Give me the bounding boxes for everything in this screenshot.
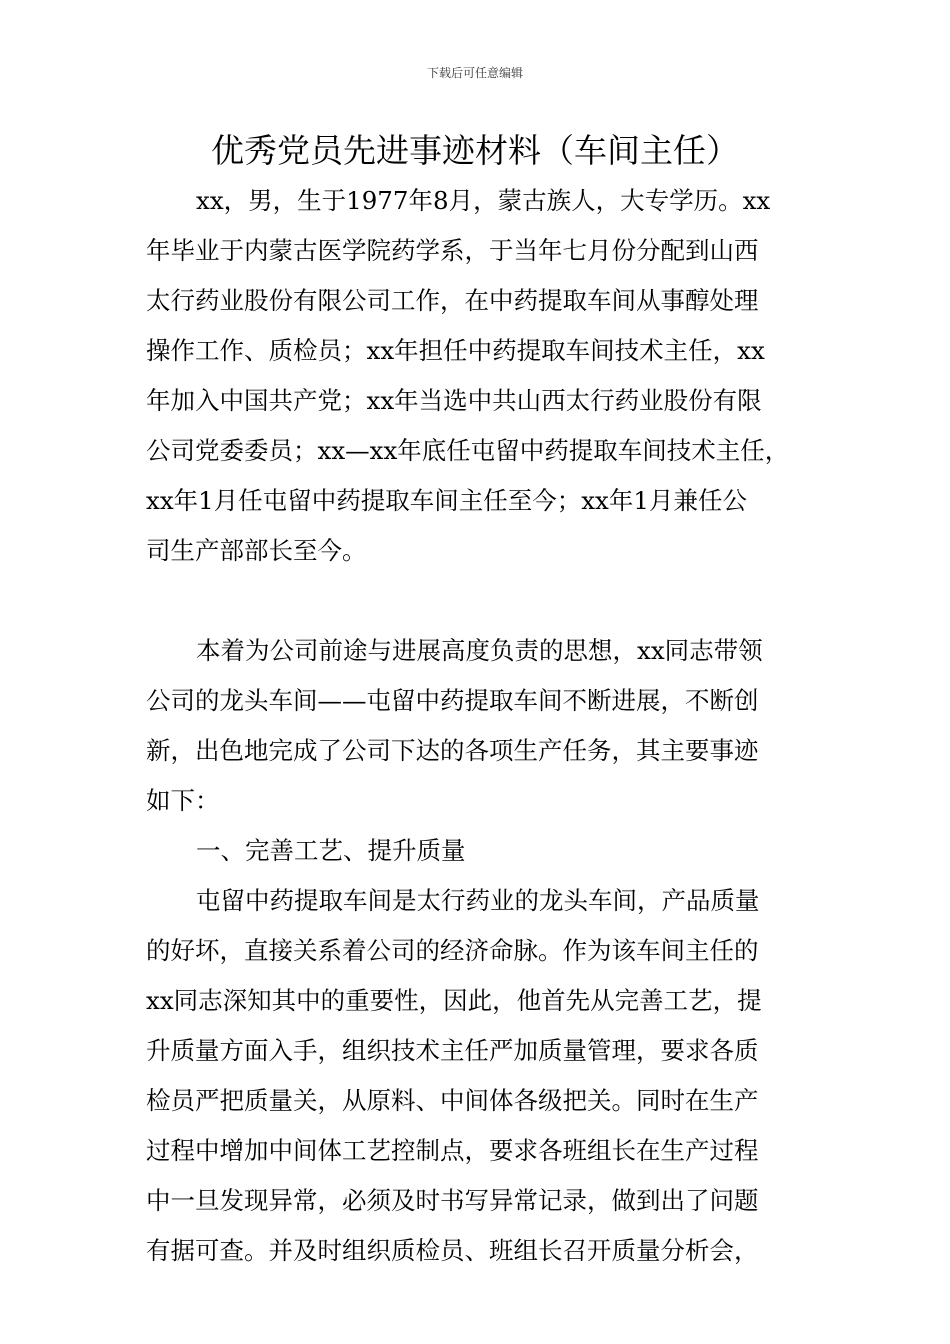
text-line: xx同志深知其中的重要性，因此，他首先从完善工艺，提 <box>146 986 762 1015</box>
text-line: 中一旦发现异常，必须及时书写异常记录，做到出了问题 <box>146 1186 759 1215</box>
text-line: xx，男，生于1977年8月，蒙古族人，大专学历。xx <box>196 186 771 215</box>
text-line: 过程中增加中间体工艺控制点，要求各班组长在生产过程 <box>146 1136 759 1165</box>
document-title: 优秀党员先进事迹材料（车间主任） <box>211 131 739 170</box>
text-line: 的好坏，直接关系着公司的经济命脉。作为该车间主任的 <box>146 936 759 965</box>
text-line: 升质量方面入手，组织技术主任严加质量管理，要求各质 <box>146 1036 759 1065</box>
text-line: xx年1月任屯留中药提取车间主任至今；xx年1月兼任公 <box>146 486 747 515</box>
text-line: 司生产部部长至今。 <box>146 536 367 565</box>
text-line: 新，出色地完成了公司下达的各项生产任务，其主要事迹 <box>146 736 759 765</box>
text-line: 公司党委委员；xx—xx年底任屯留中药提取车间技术主任， <box>146 436 790 465</box>
text-line: 如下： <box>146 786 220 815</box>
text-line: 年加入中国共产党；xx年当选中共山西太行药业股份有限 <box>146 386 762 415</box>
header-note: 下载后可任意编辑 <box>426 66 523 80</box>
document-body <box>146 176 826 1276</box>
paragraph <box>146 876 826 1276</box>
paragraph-spacer <box>146 576 826 626</box>
text-line: 公司的龙头车间——屯留中药提取车间不断进展，不断创 <box>146 686 759 715</box>
paragraph <box>146 626 826 826</box>
text-line: 年毕业于内蒙古医学院药学系，于当年七月份分配到山西 <box>146 236 759 265</box>
text-line: 本着为公司前途与进展高度负责的思想，xx同志带领 <box>196 636 763 665</box>
text-line: 屯留中药提取车间是太行药业的龙头车间，产品质量 <box>196 886 760 915</box>
text-line: 有据可查。并及时组织质检员、班组长召开质量分析会， <box>146 1236 759 1265</box>
text-line: 检员严把质量关，从原料、中间体各级把关。同时在生产 <box>146 1086 759 1115</box>
text-line: 操作工作、质检员；xx年担任中药提取车间技术主任，xx <box>146 336 765 365</box>
section-heading-text: 一、完善工艺、提升质量 <box>196 836 466 865</box>
section-heading <box>146 826 826 876</box>
paragraph <box>146 176 826 576</box>
text-line: 太行药业股份有限公司工作，在中药提取车间从事醇处理 <box>146 286 759 315</box>
